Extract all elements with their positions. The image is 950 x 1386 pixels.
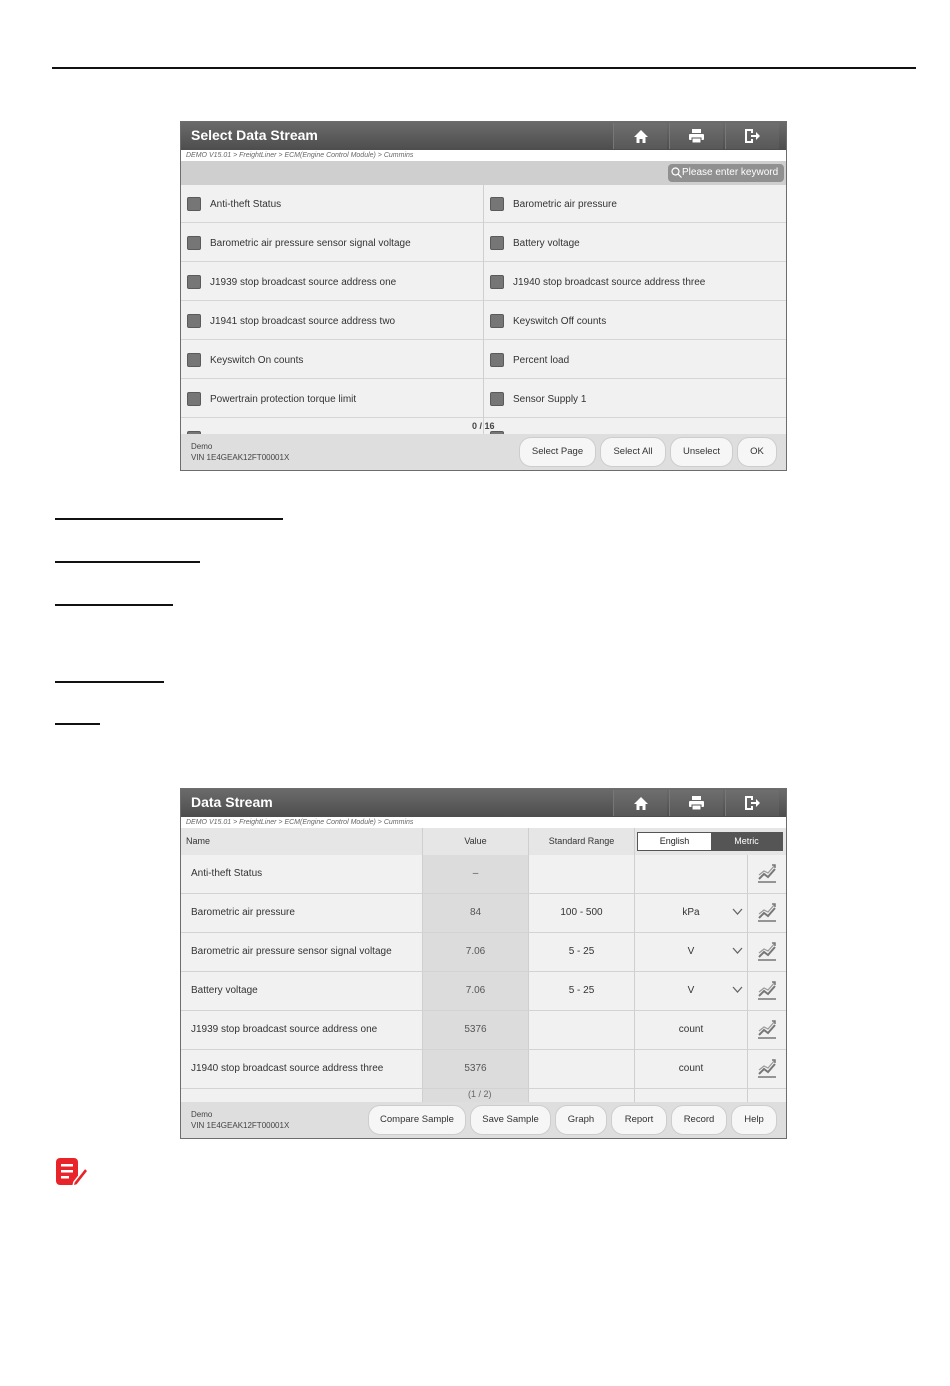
list-item[interactable] <box>181 302 483 340</box>
checkbox[interactable] <box>490 275 504 289</box>
title-bar <box>181 122 786 150</box>
list-item[interactable] <box>484 185 786 223</box>
row-range <box>529 1011 635 1049</box>
chevron-down-icon <box>732 947 743 955</box>
footer-bar <box>181 1102 786 1138</box>
column-header-range: Standard Range <box>529 828 635 855</box>
list-item[interactable] <box>484 224 786 262</box>
unit-select[interactable] <box>635 933 748 971</box>
table-row <box>181 894 786 933</box>
graph-button[interactable] <box>748 894 786 932</box>
title-bar <box>181 789 786 817</box>
search-placeholder: Please enter keyword <box>682 167 779 178</box>
blank-line <box>55 681 164 683</box>
metric-toggle[interactable]: Metric <box>711 833 782 850</box>
graph-icon <box>757 980 777 1000</box>
select-page-button[interactable]: Select Page <box>519 437 596 467</box>
chevron-down-icon <box>732 908 743 916</box>
list-item[interactable] <box>181 224 483 262</box>
graph-icon <box>757 1058 777 1078</box>
row-value: 84 <box>423 894 529 932</box>
graph-button[interactable] <box>748 933 786 971</box>
exit-icon <box>745 129 760 143</box>
print-button[interactable] <box>669 790 723 816</box>
checkbox[interactable] <box>490 197 504 211</box>
print-button[interactable] <box>669 123 723 149</box>
unit-label: V <box>687 985 695 996</box>
row-value: 7.06 <box>423 972 529 1010</box>
select-all-button[interactable]: Select All <box>600 437 666 467</box>
row-range: 100 - 500 <box>529 894 635 932</box>
list-item[interactable] <box>484 302 786 340</box>
footer-bar <box>181 434 786 470</box>
row-range: 5 - 25 <box>529 933 635 971</box>
page-title: Data Stream <box>191 794 273 810</box>
footer-vin: VIN 1E4GEAK12FT00001X <box>191 453 290 462</box>
row-range <box>529 1050 635 1088</box>
list-item[interactable] <box>181 185 483 223</box>
blank-line <box>55 723 100 725</box>
select-data-stream-screenshot <box>180 121 787 471</box>
home-icon <box>634 797 648 810</box>
list-item[interactable] <box>484 263 786 301</box>
column-divider <box>483 185 484 436</box>
item-label: Barometric air pressure <box>513 199 617 210</box>
footer-mode: Demo <box>191 1110 213 1119</box>
list-item[interactable] <box>484 380 786 418</box>
item-label: J1939 stop broadcast source address one <box>210 277 397 288</box>
item-label: J1941 stop broadcast source address two <box>210 316 396 327</box>
table-row <box>181 1050 786 1089</box>
unit-label: V <box>687 946 695 957</box>
unit-label: count <box>678 1024 704 1035</box>
row-unit <box>635 1050 748 1088</box>
table-row <box>181 855 786 894</box>
graph-icon <box>757 941 777 961</box>
unselect-button[interactable]: Unselect <box>670 437 733 467</box>
item-label: Anti-theft Status <box>210 199 282 210</box>
footer-vin: VIN 1E4GEAK12FT00001X <box>191 1121 290 1130</box>
row-value: – <box>423 855 529 893</box>
graph-button[interactable] <box>748 855 786 893</box>
table-row <box>181 933 786 972</box>
search-bar <box>181 161 786 185</box>
home-button[interactable] <box>613 123 667 149</box>
report-button[interactable]: Report <box>611 1105 667 1135</box>
vehicle-info <box>191 441 289 463</box>
item-label: Sensor Supply 1 <box>513 394 587 405</box>
unit-label: count <box>678 1063 704 1074</box>
table-row <box>181 1011 786 1050</box>
checkbox[interactable] <box>187 314 201 328</box>
graph-icon <box>757 1019 777 1039</box>
list-item[interactable] <box>181 263 483 301</box>
item-label: J1940 stop broadcast source address three <box>513 277 706 288</box>
page-indicator: (1 / 2) <box>468 1089 492 1099</box>
graph-icon <box>757 902 777 922</box>
blank-line <box>55 561 200 563</box>
help-button[interactable]: Help <box>731 1105 777 1135</box>
compare-sample-button[interactable]: Compare Sample <box>368 1105 466 1135</box>
home-button[interactable] <box>613 790 667 816</box>
table-row <box>181 972 786 1011</box>
checkbox[interactable] <box>187 236 201 250</box>
unit-toggle[interactable] <box>637 832 783 851</box>
item-label: Battery voltage <box>513 238 580 249</box>
item-label: Barometric air pressure sensor signal voltage <box>210 238 411 249</box>
unit-label: kPa <box>682 907 700 918</box>
column-header-value: Value <box>423 828 529 855</box>
checkbox[interactable] <box>187 275 201 289</box>
checkbox[interactable] <box>187 197 201 211</box>
breadcrumb: DEMO V15.01 > FreightLiner > ECM(Engine Control Module) > Cummins <box>181 817 786 828</box>
list-item[interactable] <box>181 380 483 418</box>
checkbox[interactable] <box>490 236 504 250</box>
graph-icon <box>757 863 777 883</box>
checkbox[interactable] <box>490 314 504 328</box>
save-sample-button[interactable]: Save Sample <box>470 1105 551 1135</box>
home-icon <box>634 130 648 143</box>
checkbox[interactable] <box>187 353 201 367</box>
item-label: Percent load <box>513 355 570 366</box>
row-range: 5 - 25 <box>529 972 635 1010</box>
row-name <box>181 1089 423 1102</box>
list-item[interactable] <box>484 341 786 379</box>
checkbox[interactable] <box>490 392 504 406</box>
row-name: J1939 stop broadcast source address one <box>181 1011 423 1049</box>
row-unit <box>635 855 748 893</box>
graph-button[interactable] <box>748 1050 786 1088</box>
header-rule <box>52 67 916 69</box>
data-stream-table <box>181 855 786 1102</box>
chevron-down-icon <box>732 986 743 994</box>
exit-button[interactable] <box>725 123 779 149</box>
row-range <box>529 1089 635 1102</box>
row-unit <box>635 1011 748 1049</box>
data-stream-screenshot <box>180 788 787 1139</box>
data-stream-item-grid <box>181 185 786 436</box>
checkbox[interactable] <box>490 353 504 367</box>
print-icon <box>689 129 704 143</box>
checkbox[interactable] <box>187 392 201 406</box>
search-icon <box>671 167 682 178</box>
print-icon <box>689 796 704 810</box>
graph-button[interactable] <box>748 972 786 1010</box>
graph-button[interactable] <box>748 1089 786 1102</box>
vehicle-info <box>191 1109 289 1131</box>
page-indicator: 0 / 16 <box>472 421 495 431</box>
item-label: Powertrain protection torque limit <box>210 394 357 405</box>
column-header-name: Name <box>181 828 423 855</box>
exit-icon <box>745 796 760 810</box>
graph-button[interactable] <box>748 1011 786 1049</box>
row-value: 5376 <box>423 1050 529 1088</box>
row-name: Barometric air pressure sensor signal voltage <box>181 933 423 971</box>
ok-button[interactable]: OK <box>737 437 777 467</box>
breadcrumb: DEMO V15.01 > FreightLiner > ECM(Engine Control Module) > Cummins <box>181 150 786 161</box>
search-input[interactable] <box>668 164 784 182</box>
row-name: Barometric air pressure <box>181 894 423 932</box>
blank-line <box>55 604 173 606</box>
row-unit <box>635 1089 748 1102</box>
note-icon <box>54 1156 90 1188</box>
blank-line <box>55 518 283 520</box>
row-value: 5376 <box>423 1011 529 1049</box>
list-item[interactable] <box>181 341 483 379</box>
row-name: J1940 stop broadcast source address three <box>181 1050 423 1088</box>
exit-button[interactable] <box>725 790 779 816</box>
record-button[interactable]: Record <box>671 1105 727 1135</box>
row-value: 7.06 <box>423 933 529 971</box>
english-toggle[interactable]: English <box>638 833 711 850</box>
item-label: Keyswitch On counts <box>210 355 304 366</box>
page-title: Select Data Stream <box>191 127 318 143</box>
item-label: Keyswitch Off counts <box>513 316 607 327</box>
row-range <box>529 855 635 893</box>
row-name: Battery voltage <box>181 972 423 1010</box>
unit-select[interactable] <box>635 972 748 1010</box>
unit-select[interactable] <box>635 894 748 932</box>
footer-mode: Demo <box>191 442 213 451</box>
graph-footer-button[interactable]: Graph <box>555 1105 607 1135</box>
row-name: Anti-theft Status <box>181 855 423 893</box>
